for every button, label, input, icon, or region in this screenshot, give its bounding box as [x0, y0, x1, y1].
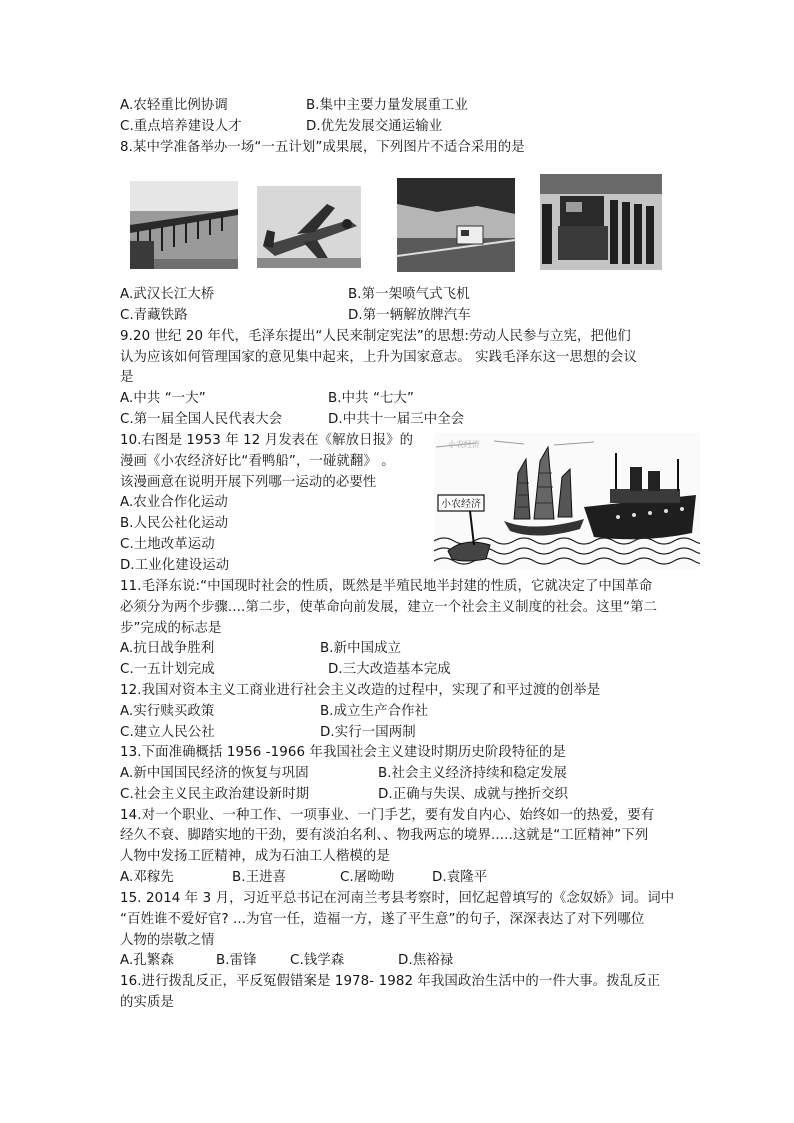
q10-stem-line-1: 10.右图是 1953 年 12 月发表在《解放日报》的	[120, 433, 414, 448]
q13-option-b: B.社会主义经济持续和稳定发展	[378, 766, 568, 781]
q11-option-d: D.三大改造基本完成	[328, 662, 451, 677]
q13-option-a: A.新中国国民经济的恢复与巩固	[120, 766, 309, 781]
q14-option-c: C.屠呦呦	[340, 870, 395, 885]
q14-option-d: D.袁隆平	[432, 870, 488, 885]
bridge-photo	[130, 181, 238, 269]
q15-stem-line-3: 人物的崇敬之情	[120, 933, 215, 948]
q15-stem-line-1: 15. 2014 年 3 月，习近平总书记在河南兰考县考察时，回忆起曾填写的《念奴娇》词。词中	[120, 891, 675, 906]
q12-stem: 12.我国对资本主义工商业进行社会主义改造的过程中，实现了和平过渡的创举是	[120, 683, 601, 698]
q13-option-d: D.正确与失误、成就与挫折交织	[378, 787, 569, 802]
q7-option-c: C.重点培养建设人才	[120, 119, 242, 134]
q15-option-b: B.雷锋	[216, 953, 257, 968]
q9-stem-line-2: 认为应该如何管理国家的意见集中起来，上升为国家意志。 实践毛泽东这一思想的会议	[120, 350, 637, 365]
q7-option-a: A.农轻重比例协调	[120, 98, 228, 113]
q14-option-a: A.邓稼先	[120, 870, 174, 885]
q8-stem: 8.某中学准备举办一场“一五计划”成果展，下列图片不适合采用的是	[120, 140, 525, 155]
q8-option-d: D.第一辆解放牌汽车	[348, 308, 471, 323]
q14-stem-line-1: 14.对一个职业、一种工作、一项事业、一门手艺，要有发自内心、始终如一的热爱，要有	[120, 808, 655, 823]
q9-option-c: C.第一届全国人民代表大会	[120, 412, 283, 427]
q13-option-c: C.社会主义民主政治建设新时期	[120, 787, 310, 802]
q10-stem-line-3: 该漫画意在说明开展下列哪一运动的必要性	[120, 475, 377, 490]
cartoon-label-text: 小农经济	[441, 499, 481, 510]
q15-stem-line-2: “百姓谁不爱好官? ...为官一任，造福一方，遂了平生意”的句子，深深表达了对下列哪位	[120, 912, 645, 927]
q16-stem-line-2: 的实质是	[120, 995, 174, 1010]
q11-option-b: B.新中国成立	[320, 641, 402, 656]
q15-option-a: A.孔繁森	[120, 953, 174, 968]
q9-option-b: B.中共 “七大”	[328, 391, 415, 406]
q11-stem-line-2: 必须分为两个步骤....第二步，使革命向前发展，建立一个社会主义制度的社会。这里“第二	[120, 600, 658, 615]
q10-option-b: B.人民公社化运动	[120, 516, 229, 531]
q14-stem-line-2: 经久不衰、脚踏实地的干劲，要有淡泊名利、、物我两忘的境界.....这就是“工匠精神”下列	[120, 828, 649, 843]
q7-option-b: B.集中主要力量发展重工业	[306, 98, 469, 113]
q8-option-c: C.青藏铁路	[120, 308, 188, 323]
q12-option-d: D.实行一国两制	[320, 725, 416, 740]
q10-option-a: A.农业合作化运动	[120, 495, 228, 510]
q9-option-a: A.中共 “一大”	[120, 391, 206, 406]
q14-stem-line-3: 人物中发扬工匠精神，成为石油工人楷模的是	[120, 849, 390, 864]
q12-option-a: A.实行赎买政策	[120, 704, 215, 719]
q9-option-d: D.中共十一届三中全会	[328, 412, 465, 427]
q14-option-b: B.王进喜	[232, 870, 287, 885]
truck-photo	[540, 174, 662, 270]
q15-option-c: C.钱学森	[290, 953, 345, 968]
q8-option-b: B.第一架喷气式飞机	[348, 287, 470, 302]
q11-option-c: C.一五计划完成	[120, 662, 215, 677]
q9-stem-line-1: 9.20 世纪 20 年代，毛泽东提出“人民来制定宪法”的思想:劳动人民参与立宪，把他们	[120, 329, 631, 344]
q15-option-d: D.焦裕禄	[398, 953, 454, 968]
q12-option-b: B.成立生产合作社	[320, 704, 429, 719]
jet-aircraft-photo	[257, 186, 361, 268]
railway-photo	[397, 178, 515, 272]
q9-stem-line-3: 是	[120, 370, 134, 385]
q11-stem-line-3: 步”完成的标志是	[120, 621, 222, 636]
q8-option-a: A.武汉长江大桥	[120, 287, 215, 302]
q10-stem-line-2: 漫画《小农经济好比“看鸭船”，一碰就翻》 。	[120, 454, 395, 469]
q11-option-a: A.抗日战争胜利	[120, 641, 215, 656]
q16-stem-line-1: 16.进行拨乱反正，平反冤假错案是 1978- 1982 年我国政治生活中的一件大事。拨乱反正	[120, 974, 661, 989]
cartoon-caption-faint: 小农经济	[448, 440, 480, 449]
small-peasant-economy-cartoon	[434, 433, 700, 569]
q10-option-d: D.工业化建设运动	[120, 558, 230, 573]
q11-stem-line-1: 11.毛泽东说:“中国现时社会的性质，既然是半殖民地半封建的性质，它就决定了中国革命	[120, 579, 653, 594]
q12-option-c: C.建立人民公社	[120, 725, 215, 740]
q10-option-c: C.土地改革运动	[120, 537, 215, 552]
q7-option-d: D.优先发展交通运输业	[306, 119, 443, 134]
q13-stem: 13.下面准确概括 1956 -1966 年我国社会主义建设时期历史阶段特征的是	[120, 745, 566, 760]
